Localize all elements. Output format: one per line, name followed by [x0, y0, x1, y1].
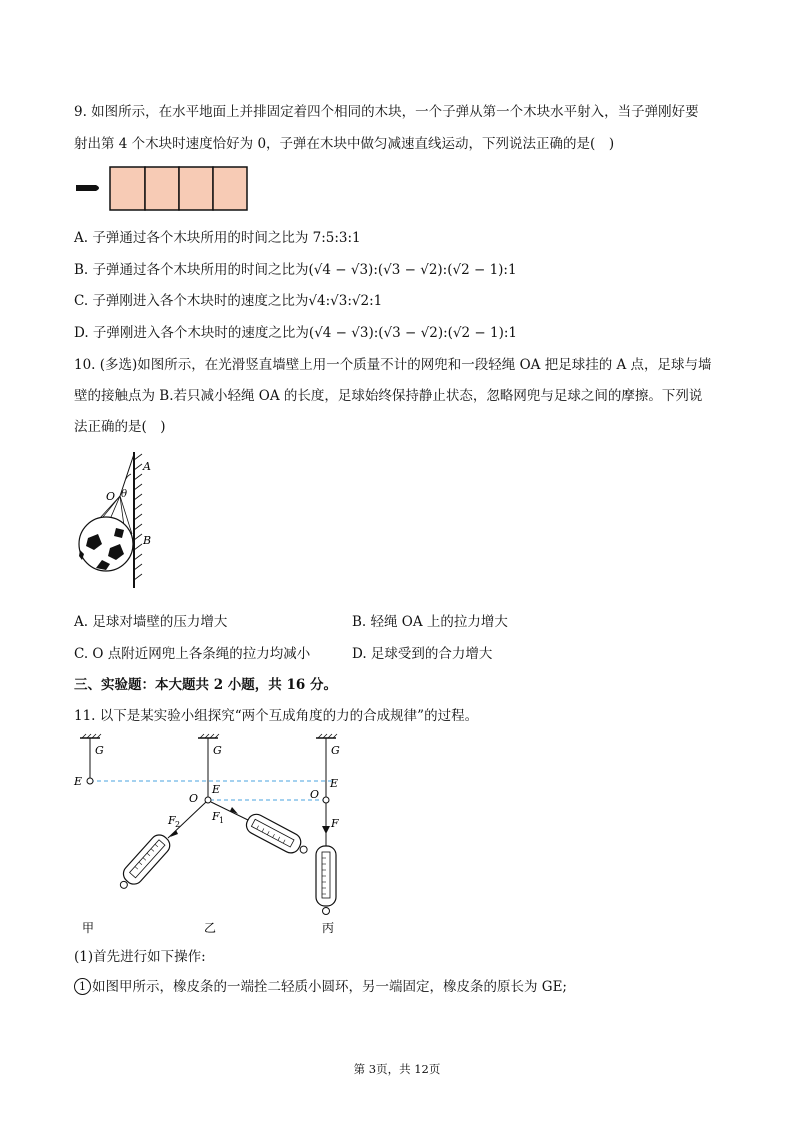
- label-e3: E: [330, 777, 339, 790]
- q11-step-1: [74, 977, 567, 997]
- label-a: A: [143, 460, 151, 473]
- label-theta: θ: [121, 489, 128, 500]
- q9-option-a: A. 子弹通过各个木块所用的时间之比为 7:5:3:1: [74, 230, 361, 246]
- wall-hatching: [134, 454, 142, 580]
- panel-3: [310, 734, 340, 915]
- label-g2: G: [213, 744, 222, 757]
- q10-line-1: 10. (多选)如图所示，在光滑竖直墙壁上用一个质量不计的网兜和一段轻绳 OA 把足球挂的 A 点，足球与墙: [74, 357, 712, 373]
- label-f2-subscript: 2: [175, 820, 181, 829]
- block-4: [213, 167, 247, 210]
- q10-line-2: 壁的接触点为 B.若只减小轻绳 OA 的长度，足球始终保持静止状态，忽略网兜与足球之间的摩擦。下列说: [74, 388, 703, 404]
- q9-option-d: D. 子弹刚进入各个木块时的速度之比为(√4 − √3):(√3 − √2):(√2 − 1):1: [74, 325, 517, 341]
- label-o3: O: [310, 788, 320, 801]
- panel-1: [73, 734, 104, 788]
- q11-step-intro: (1)首先进行如下操作:: [74, 949, 206, 965]
- q10-option-b: B. 轻绳 OA 上的拉力增大: [352, 614, 508, 630]
- q9-option-c: C. 子弹刚进入各个木块时的速度之比为√4:√3:√2:1: [74, 293, 383, 309]
- block-2: [145, 167, 179, 210]
- bullet-blocks-figure: [74, 166, 254, 216]
- page-footer: 第 3页，共 12页: [353, 1062, 441, 1076]
- q9-option-b: B. 子弹通过各个木块所用的时间之比为(√4 − √3):(√3 − √2):(√2 − 1):1: [74, 262, 517, 278]
- football-wall-figure: [74, 450, 174, 595]
- label-f2: F: [168, 814, 176, 827]
- label-g3: G: [331, 744, 340, 757]
- label-f1-subscript: 1: [219, 816, 225, 825]
- spring-scale-2: [114, 831, 173, 894]
- spring-scale-3: [316, 846, 336, 915]
- q10-option-a: A. 足球对墙壁的压力增大: [74, 614, 228, 630]
- ring-e1: [87, 778, 93, 784]
- label-e1: E: [74, 775, 83, 788]
- q11-line-1: 11. 以下是某实验小组探究“两个互成角度的力的合成规律”的过程。: [74, 708, 479, 724]
- ring-o3: [323, 797, 329, 803]
- label-f3: F: [331, 817, 339, 830]
- caption-yi: 乙: [204, 921, 217, 935]
- q9-line-1: 9. 如图所示，在水平地面上并排固定着四个相同的木块，一个子弹从第一个木块水平射入，当子弹刚好要: [74, 104, 699, 120]
- label-o: O: [106, 490, 116, 503]
- caption-jia: 甲: [82, 921, 95, 935]
- q10-option-d: D. 足球受到的合力增大: [352, 646, 493, 662]
- arrow-f-icon: [322, 826, 330, 834]
- label-f1: F: [212, 810, 220, 823]
- block-1: [110, 167, 145, 210]
- q10-line-3: 法正确的是( ): [74, 419, 166, 435]
- caption-bing: 丙: [322, 921, 335, 935]
- q9-line-2: 射出第 4 个木块时速度恰好为 0，子弹在木块中做匀减速直线运动，下列说法正确的是( ): [74, 136, 615, 152]
- q10-option-c: C. O 点附近网兜上各条绳的拉力均减小: [74, 646, 311, 662]
- spring-scale-1: [243, 811, 311, 860]
- label-g1: G: [95, 744, 104, 757]
- panel-2: [114, 734, 311, 894]
- q11-step-1-text: 如图甲所示，橡皮条的一端拴二轻质小圆环，另一端固定，橡皮条的原长为 GE;: [92, 979, 567, 995]
- force-composition-figure: [70, 734, 370, 939]
- label-o2: O: [189, 792, 199, 805]
- arrow-f2-icon: [170, 830, 178, 837]
- label-e2: E: [212, 783, 221, 796]
- section-3-heading: 三、实验题：本大题共 2 小题，共 16 分。: [74, 677, 337, 693]
- bullet-icon: [76, 185, 99, 191]
- label-b: B: [143, 534, 152, 547]
- circled-number-1: 1: [74, 978, 91, 995]
- block-3: [179, 167, 213, 210]
